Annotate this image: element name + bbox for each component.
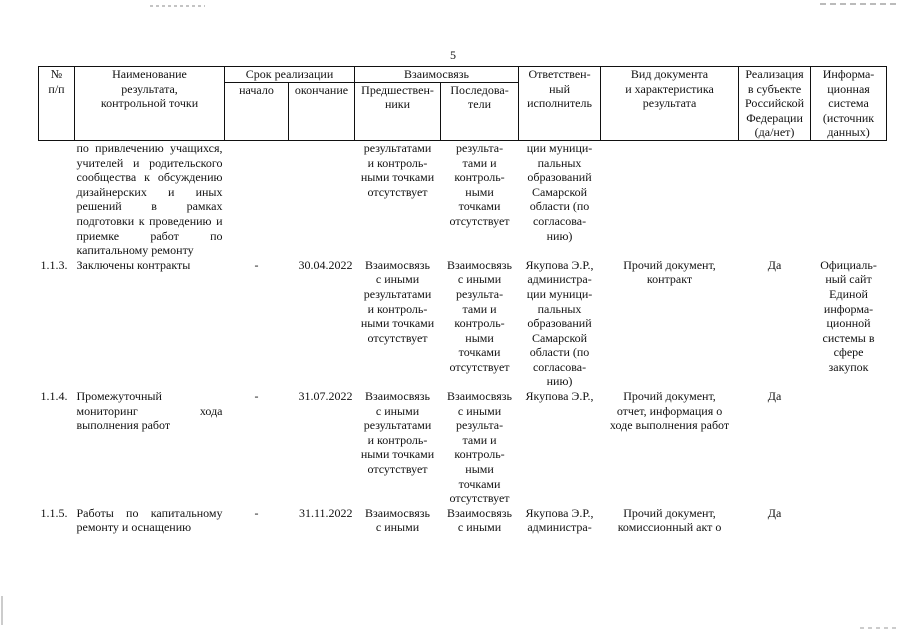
row-predecessors: Взаимосвязь с иными результатами и контроль- ными точками отсутствует [360,389,435,477]
row-start [225,140,289,257]
row-doc-type [601,140,739,257]
row-info-system [811,506,887,535]
header-doc-type: Вид документа и характеристика результата [601,67,739,141]
row-successors: Взаимосвязь с иными результа- тами и контроль- ными точками отсутствует [447,389,512,506]
row-name: Заключены контракты [76,257,191,272]
row-successors: результа- тами и контроль- ными точками отсутствует [449,140,510,228]
row-responsible: Якупова Э.Р., администра- ции муници- пальных образований Самарской области (по согласова- нию) [525,257,594,389]
table-row [39,506,887,535]
row-end [289,140,355,257]
row-name: по привлечению учащихся, учителей и родительского сообщества к обсуждению дизайнерских и иных решений в рамках подготовки к проведению и приемке работ по капитальному ремонту [76,140,223,258]
row-name: Промежуточный мониторинг хода выполнения работ [76,389,223,433]
row-end: 30.04.2022 [298,257,353,272]
header-responsible: Ответствен- ный исполнитель [519,67,601,141]
row-info-system [811,389,887,506]
row-predecessors: Взаимосвязь с иными [365,505,430,535]
header-end: окончание [289,82,355,140]
header-relation: Взаимосвязь [355,67,519,83]
table-row [39,389,887,506]
row-doc-type: Прочий документ, контракт [623,257,716,287]
row-realization: Да [767,389,782,404]
row-num: 1.1.3. [40,257,68,272]
header-predecessors: Предшествен- ники [355,82,441,140]
header-name: Наименование результата, контрольной точки [75,67,225,141]
header-info-system: Информа- ционная система (источник данных) [811,67,887,141]
row-start: - [254,257,259,272]
row-end: 31.07.2022 [298,389,353,404]
row-doc-type: Прочий документ, комиссионный акт о [617,505,722,535]
row-responsible: Якупова Э.Р., администра- [525,505,594,535]
table-row [39,140,887,257]
header-start: начало [225,82,289,140]
row-realization: Да [767,257,782,272]
row-predecessors: результатами и контроль- ными точками отсутствует [360,140,435,199]
row-successors: Взаимосвязь с иными результа- тами и контроль- ными точками отсутствует [447,257,512,374]
row-info-system [811,140,887,257]
table-row [39,258,887,389]
row-num [39,140,75,257]
control-points-table [38,66,887,535]
row-num: 1.1.4. [40,389,68,404]
row-responsible: ции муници- пальных образований Самарской области (по согласова- нию) [526,140,593,243]
row-responsible: Якупова Э.Р., [525,389,594,404]
header-realization: Реализация в субъекте Российской Федерации (да/нет) [739,67,811,141]
row-predecessors: Взаимосвязь с иными результатами и контроль- ными точками отсутствует [360,257,435,345]
row-info-system: Официаль- ный сайт Единой информа- ционной системы в сфере закупок [820,257,877,374]
row-doc-type: Прочий документ, отчет, информация о ходе выполнения работ [609,389,730,433]
row-end: 31.11.2022 [298,505,353,520]
header-num: № п/п [39,67,75,141]
header-period: Срок реализации [225,67,355,83]
page-number: 5 [450,48,456,62]
row-successors: Взаимосвязь с иными [447,505,512,535]
row-name: Работы по капитальному ремонту и оснащению [76,505,223,535]
row-realization: Да [767,505,782,520]
row-start: - [254,505,259,520]
row-num: 1.1.5. [40,505,68,520]
header-successors: Последова- тели [441,82,519,140]
row-start: - [254,389,259,404]
row-realization [739,140,811,257]
